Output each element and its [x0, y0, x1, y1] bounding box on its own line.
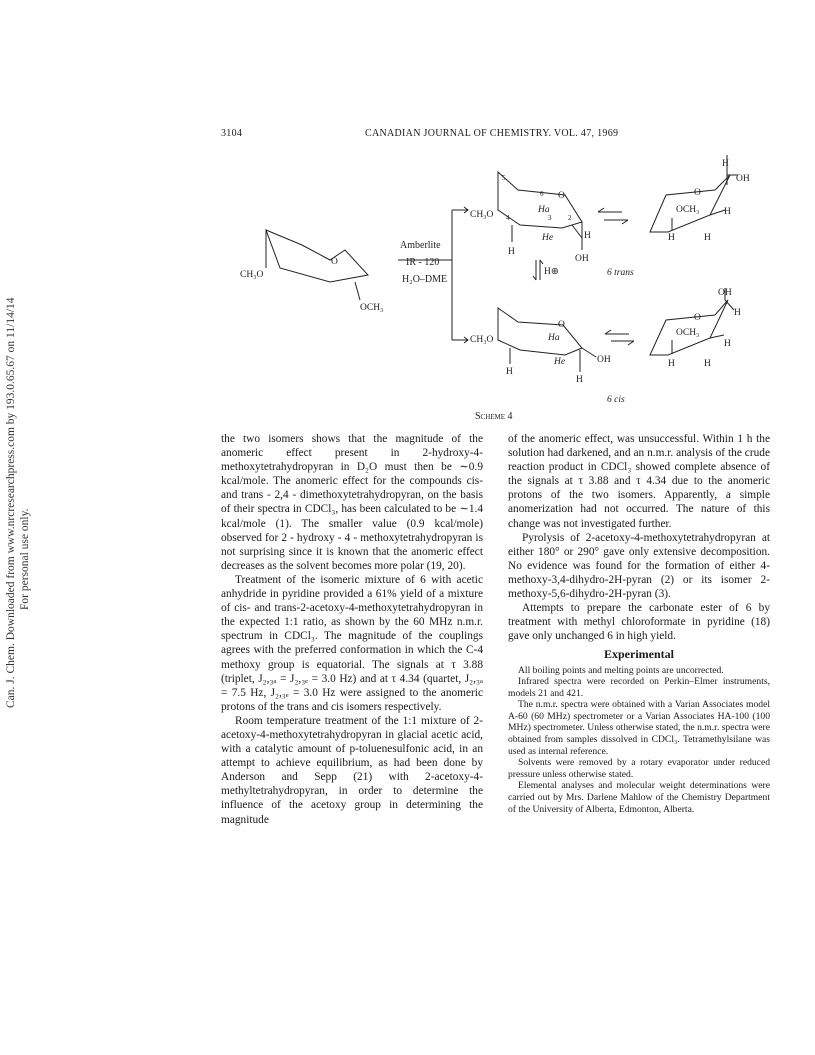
acid-interconversion-arrows [533, 260, 543, 280]
cis-left-ch3o: CH₃O [470, 335, 494, 345]
cis-right-och3: OCH₃ [676, 328, 700, 338]
scheme-caption: Scheme 4 [475, 411, 513, 422]
trans-right-oh: OH [736, 174, 750, 184]
trans-left-c5: 5 [502, 174, 506, 182]
cis-left-o: O [558, 320, 565, 330]
trans-left-oh: OH [575, 254, 589, 264]
trans-right-h2: H [704, 233, 711, 243]
cis-chair-left [498, 308, 596, 372]
cis-chair-right [650, 288, 734, 355]
download-notice-line2: For personal use only. [19, 508, 31, 610]
left-column [221, 432, 483, 827]
journal-title: CANADIAN JOURNAL OF CHEMISTRY. VOL. 47, 1969 [365, 128, 619, 139]
experimental-paragraph-2: Infrared spectra were recorded on Perkin–Elmer instruments, models 21 and 421. [508, 676, 770, 699]
trans-left-h: H [508, 247, 515, 257]
trans-right-och3: OCH₃ [676, 205, 700, 215]
right-paragraph-1: of the anomeric effect, was unsuccessful. Within 1 h the solution had darkened, and an n.m.r. analysis of the crude reaction product in CDCl₃ showed complete absence of the signals at τ 3.88 and τ 4.34 due to the anomeric protons of the two isomers. Apparently, a simple anomerization had not occurred. The nature of this change was not investigated further. [508, 433, 770, 530]
left-paragraph-3: Room temperature treatment of the 1:1 mixture of 2-acetoxy-4-methoxytetrahydropyran in glacial acetic acid, with a catalytic amount of p-toluenesulfonic acid, in an attempt to achieve equilibrium, as had been done by Anderson and Sepp (21) with 2-acetoxy-4-methyltetrahydropyran, in order to determine the influence of the acetoxy group in determining the magnitude [221, 714, 483, 826]
download-notice [0, 280, 40, 710]
trans-left-he: He [542, 233, 554, 243]
experimental-section [508, 665, 770, 816]
experimental-paragraph-3: The n.m.r. spectra were obtained with a Varian Associates model A-60 (60 MHz) spectrometer or a Varian Associates HA-100 (100 MHz) spectrometer. Unless otherwise stated, the n.m.r. spectra were obtained from samples dissolved in CDCl₃. Tetramethylsilane was used as internal reference. [508, 699, 770, 757]
trans-compound-label: 6 trans [607, 268, 634, 278]
trans-left-h2: H [584, 231, 591, 241]
trans-left-c3: 3 [548, 214, 552, 222]
cis-right-h-side: H [734, 308, 741, 318]
trans-left-c6: 6 [540, 190, 544, 198]
start-ch3o: CH₃O [240, 270, 264, 280]
trans-right-o: O [694, 188, 701, 198]
right-column [508, 432, 770, 815]
reagent-amberlite: Amberlite [400, 240, 441, 251]
page-number: 3104 [221, 128, 243, 139]
acid-label: H⊕ [544, 267, 559, 277]
trans-left-c4: 4 [506, 214, 510, 222]
cis-left-oh: OH [597, 355, 611, 365]
cis-compound-label: 6 cis [607, 395, 625, 405]
trans-left-o: O [558, 191, 565, 201]
reagent-solvent: H₂O–DME [402, 274, 448, 285]
start-ring-oxygen: O [331, 257, 338, 267]
cis-right-h2: H [724, 339, 731, 349]
trans-left-c2: 2 [568, 214, 572, 222]
trans-right-h1: H [668, 233, 675, 243]
cis-left-he: He [554, 357, 566, 367]
left-paragraph-1: the two isomers shows that the magnitude of the anomeric effect present in 2-hydroxy-4-methoxytetrahydropyran in D₂O must then be ∼0.9 kcal/mole. The anomeric effect for the compounds cis- and trans - 2,4 - dimethoxytetrahydropyran, on the basis of their spectra in CDCl₃, has been calculated to be ∼1.4 kcal/mole (1). The smaller value (0.9 kcal/mole) observed for 2 - hydroxy - 4 - methoxytetrahydropyran is not surprising since it is known that the anomeric effect decreases as the solvent becomes more polar (19, 20). [221, 433, 483, 572]
trans-left-ha: Ha [538, 205, 550, 215]
right-paragraph-2: Pyrolysis of 2-acetoxy-4-methoxytetrahydropyran at either 180° or 290° gave only extensive decomposition. No evidence was found for the formation of either 4-methoxy-3,4-dihydro-2H-pyran (2) or its isomer 2-methoxy-5,6-dihydro-2H-pyran (3). [508, 531, 770, 601]
right-paragraph-3: Attempts to prepare the carbonate ester of 6 by treatment with methyl chloroformate in pyridine (18) gave only unchanged 6 in high yield. [508, 602, 770, 643]
trans-right-h-side: H [724, 207, 731, 217]
cis-left-ha: Ha [548, 333, 560, 343]
scheme-drawing [220, 150, 750, 430]
left-paragraph-2: Treatment of the isomeric mixture of 6 with acetic anhydride in pyridine provided a 61% yield of a mixture of cis- and trans-2-acetoxy-4-methoxytetrahydropyran in the expected 1:1 ratio, as shown by the 60 MHz n.m.r. spectrum in CDCl₃. The magnitude of the couplings agrees with the preferred conformation in which the C-4 methoxy group is equatorial. The signals at τ 3.88 (triplet, J₂,₃ₐ = J₂,₃ₑ = 3.0 Hz) and at τ 4.34 (quartet, J₂,₃ₐ = 7.5 Hz, J₂,₃ₑ = 3.0 Hz were assigned to the anomeric protons of the trans and cis isomers respectively. [221, 573, 483, 713]
experimental-paragraph-5: Elemental analyses and molecular weight determinations were carried out by Mrs. Darlene Mahlow of the Chemistry Department of the University of Alberta, Edmonton, Alberta. [508, 780, 770, 815]
experimental-paragraph-4: Solvents were removed by a rotary evaporator under reduced pressure unless otherwise stated. [508, 757, 770, 780]
cis-equilibrium-arrows [605, 330, 634, 345]
trans-equilibrium-arrows [598, 208, 628, 224]
starting-pyran-ring [266, 230, 368, 300]
reagent-ir120: IR - 120 [406, 257, 440, 268]
running-head [221, 128, 743, 144]
trans-left-ch3o: CH₃O [470, 210, 494, 220]
trans-right-h-top: H [722, 159, 729, 169]
experimental-heading: Experimental [604, 647, 674, 662]
cis-right-oh: OH [718, 288, 732, 298]
cis-right-o: O [694, 313, 701, 323]
experimental-paragraph-1: All boiling points and melting points are uncorrected. [518, 664, 724, 676]
cis-left-h: H [506, 367, 513, 377]
cis-right-h1: H [668, 359, 675, 369]
scheme-figure [220, 150, 750, 430]
cis-left-h2: H [576, 375, 583, 385]
cis-right-h3: H [704, 359, 711, 369]
download-notice-line1: Can. J. Chem. Downloaded from www.nrcresearchpress.com by 193.0.65.67 on 11/14/14 [5, 297, 17, 708]
start-och3: OCH₃ [360, 303, 384, 313]
